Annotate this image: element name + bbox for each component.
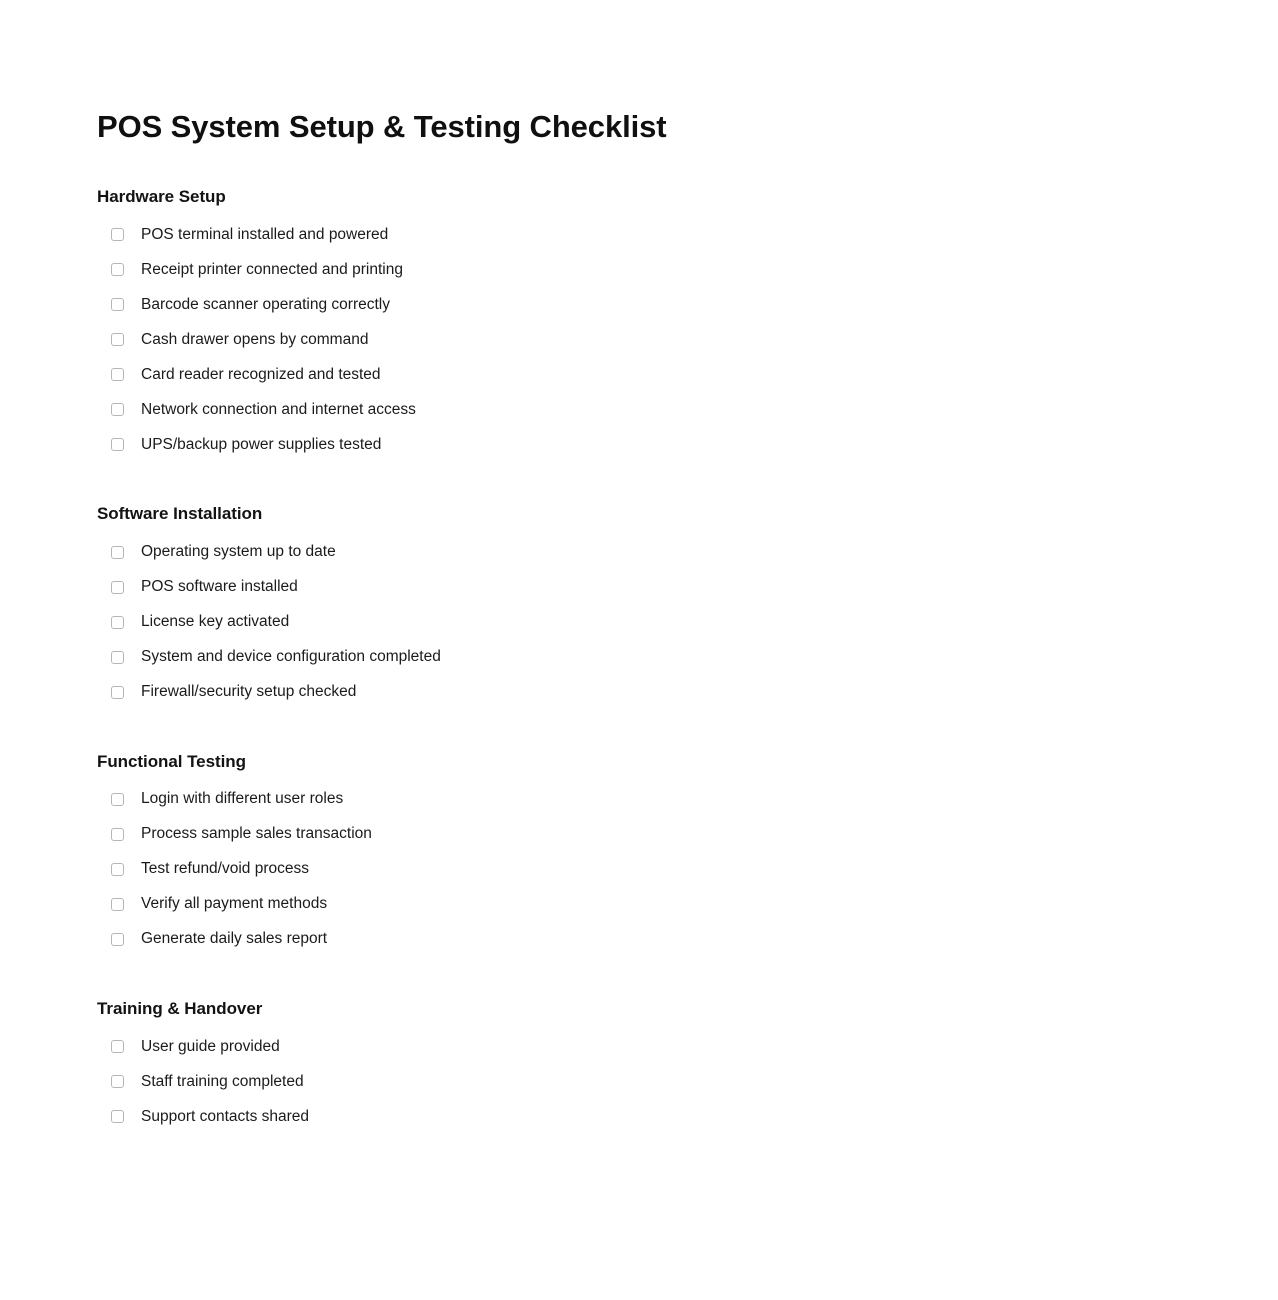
checkbox-icon[interactable] <box>111 898 124 911</box>
checkbox-icon[interactable] <box>111 263 124 276</box>
page-title: POS System Setup & Testing Checklist <box>97 109 667 144</box>
checklist-item[interactable] <box>97 570 1097 605</box>
checkbox-icon[interactable] <box>111 828 124 841</box>
checkbox-icon[interactable] <box>111 933 124 946</box>
checkbox-icon[interactable] <box>111 581 124 594</box>
checklist-item-label: Network connection and internet access <box>141 400 416 418</box>
checklist-item[interactable] <box>97 252 1097 287</box>
checkbox-icon[interactable] <box>111 1110 124 1123</box>
checklist-item-label: Verify all payment methods <box>141 895 328 913</box>
document-body <box>97 0 1097 1134</box>
checklist-item[interactable] <box>97 1099 1097 1134</box>
checklist-item-label: Receipt printer connected and printing <box>141 260 403 278</box>
checklist-item-label: Firewall/security setup checked <box>141 683 357 701</box>
checklist-items <box>97 1029 1097 1134</box>
checklist-item-label: Support contacts shared <box>141 1107 310 1125</box>
checkbox-icon[interactable] <box>111 228 124 241</box>
checklist-item[interactable] <box>97 357 1097 392</box>
checkbox-icon[interactable] <box>111 333 124 346</box>
checklist-item[interactable] <box>97 922 1097 957</box>
checkbox-icon[interactable] <box>111 793 124 806</box>
checkbox-icon[interactable] <box>111 651 124 664</box>
checklist-item-label: POS software installed <box>141 578 298 596</box>
checklist-item-label: Test refund/void process <box>141 860 310 878</box>
checklist-item[interactable] <box>97 427 1097 462</box>
checkbox-icon[interactable] <box>111 298 124 311</box>
section-title: Software Installation <box>97 504 263 524</box>
checklist-item[interactable] <box>97 887 1097 922</box>
checklist-item[interactable] <box>97 817 1097 852</box>
checklist-section <box>97 503 1097 709</box>
checklist-item[interactable] <box>97 287 1097 322</box>
checklist-item[interactable] <box>97 640 1097 675</box>
checklist-item-label: UPS/backup power supplies tested <box>141 435 382 453</box>
checklist-item-label: License key activated <box>141 613 290 631</box>
checkbox-icon[interactable] <box>111 686 124 699</box>
checklist-item[interactable] <box>97 675 1097 710</box>
checkbox-icon[interactable] <box>111 368 124 381</box>
section-title: Functional Testing <box>97 751 246 771</box>
checklist-item-label: Process sample sales transaction <box>141 825 372 843</box>
checklist-item-label: Barcode scanner operating correctly <box>141 295 390 313</box>
checklist-item-label: Login with different user roles <box>141 790 344 808</box>
checklist-item[interactable] <box>97 322 1097 357</box>
checkbox-icon[interactable] <box>111 1040 124 1053</box>
checklist-item-label: System and device configuration completed <box>141 648 441 666</box>
checkbox-icon[interactable] <box>111 1075 124 1088</box>
checklist-items <box>97 535 1097 710</box>
checklist-item[interactable] <box>97 392 1097 427</box>
checklist-items <box>97 217 1097 462</box>
checklist-item-label: Generate daily sales report <box>141 930 328 948</box>
checklist-section <box>97 751 1097 957</box>
checkbox-icon[interactable] <box>111 863 124 876</box>
checklist-items <box>97 782 1097 957</box>
checklist-item-label: POS terminal installed and powered <box>141 225 389 243</box>
checklist-item[interactable] <box>97 605 1097 640</box>
checklist-item[interactable] <box>97 782 1097 817</box>
section-title: Hardware Setup <box>97 187 226 207</box>
checkbox-icon[interactable] <box>111 616 124 629</box>
checklist-item[interactable] <box>97 1029 1097 1064</box>
checklist-item-label: Cash drawer opens by command <box>141 330 369 348</box>
checklist-item[interactable] <box>97 1064 1097 1099</box>
checklist-item[interactable] <box>97 217 1097 252</box>
checklist-item[interactable] <box>97 852 1097 887</box>
checklist-item[interactable] <box>97 535 1097 570</box>
checkbox-icon[interactable] <box>111 546 124 559</box>
checkbox-icon[interactable] <box>111 438 124 451</box>
checklist-item-label: Staff training completed <box>141 1072 304 1090</box>
checkbox-icon[interactable] <box>111 403 124 416</box>
checklist-item-label: Card reader recognized and tested <box>141 365 381 383</box>
checklist-sections <box>97 186 1097 1134</box>
checklist-item-label: Operating system up to date <box>141 543 336 561</box>
section-title: Training & Handover <box>97 998 263 1018</box>
checklist-section <box>97 186 1097 462</box>
checklist-section <box>97 998 1097 1134</box>
checklist-item-label: User guide provided <box>141 1037 280 1055</box>
